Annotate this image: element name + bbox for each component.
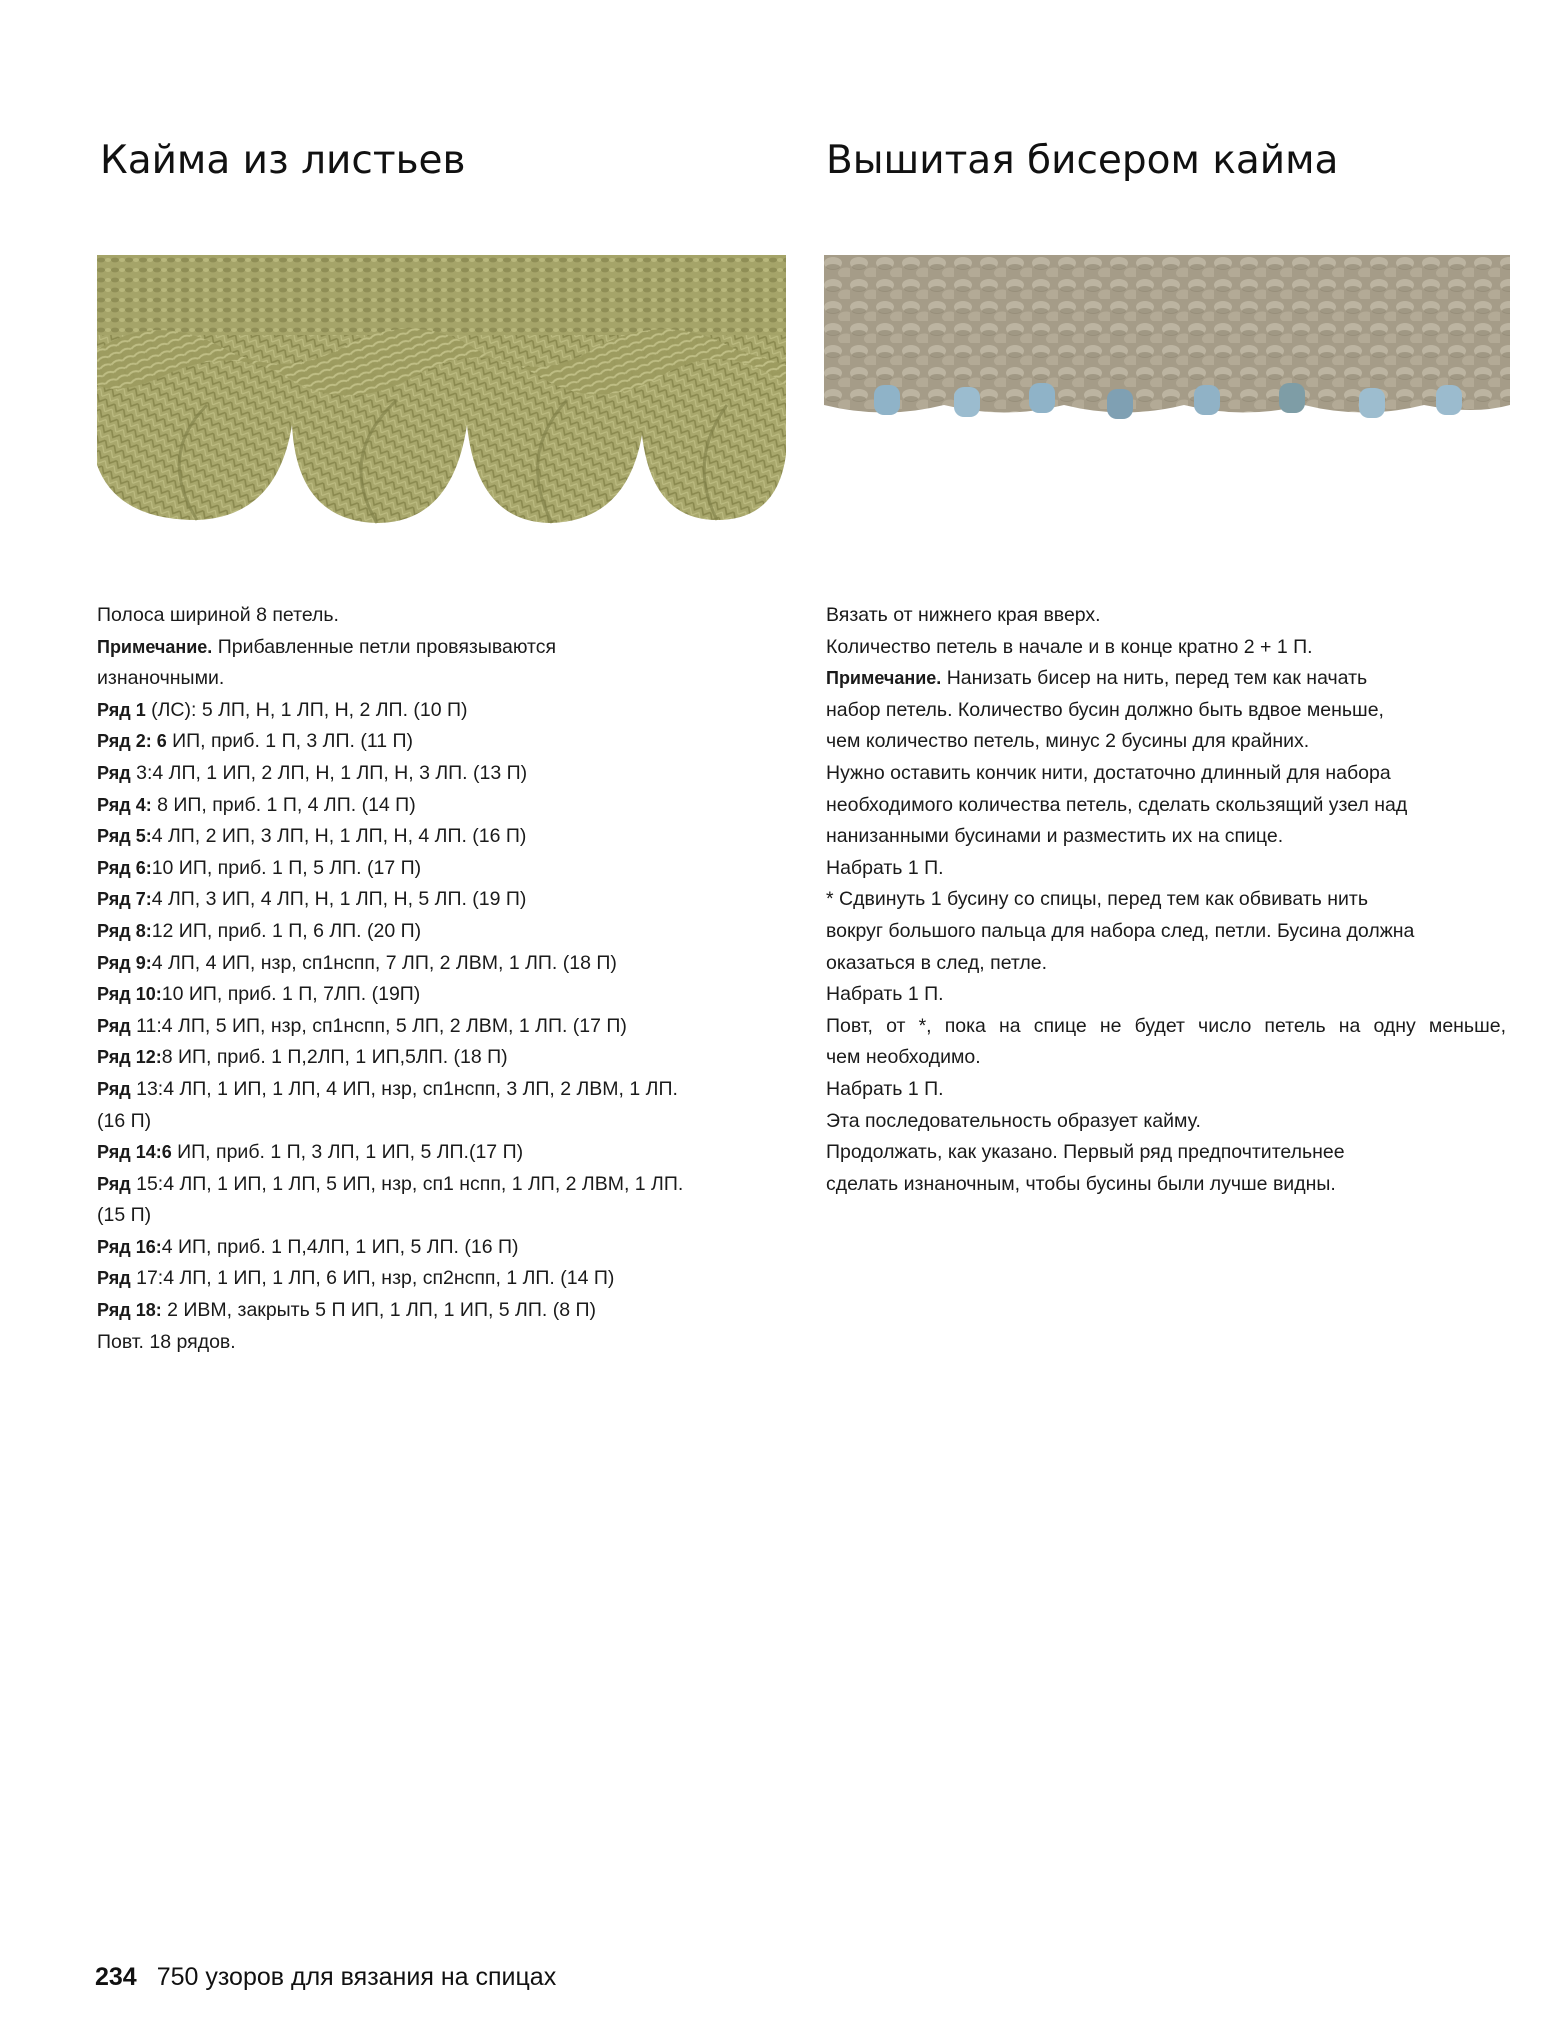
- instruction-text: необходимого количества петель, сделать скользящий узел над: [826, 793, 1408, 816]
- instruction-line: [97, 1263, 747, 1295]
- instruction-line: [97, 1074, 747, 1106]
- instruction-text: Прибавленные петли провязываются: [212, 635, 557, 658]
- instruction-line: [97, 790, 747, 822]
- instruction-label: Ряд: [97, 762, 131, 783]
- instruction-text: Набрать 1 П.: [826, 856, 944, 879]
- instruction-label: Ряд 5:: [97, 826, 152, 847]
- instruction-line: [97, 695, 747, 727]
- instruction-text: Повт, от *, пока на спице не будет число петель на одну меньше,: [826, 1014, 1506, 1037]
- instruction-label: Ряд 16:: [97, 1236, 162, 1257]
- instruction-line: [97, 1200, 747, 1232]
- instruction-label: Ряд 14:6: [97, 1142, 172, 1163]
- instruction-label: Ряд 6:: [97, 857, 152, 878]
- instruction-text: чем необходимо.: [826, 1046, 981, 1069]
- instruction-line: [97, 1011, 747, 1043]
- instruction-line: [826, 726, 1506, 758]
- instruction-line: [97, 1327, 747, 1359]
- instruction-line: [97, 979, 747, 1011]
- instruction-line: [97, 1106, 747, 1138]
- instruction-line: [97, 632, 747, 664]
- instruction-line: [97, 884, 747, 916]
- instruction-text: Нанизать бисер на нить, перед тем как начать: [941, 667, 1368, 690]
- instruction-line: [97, 948, 747, 980]
- instruction-text: Нужно оставить кончик нити, достаточно длинный для набора: [826, 761, 1391, 784]
- instruction-text: оказаться в след, петле.: [826, 951, 1048, 974]
- instruction-text: ИП, приб. 1 П, 3 ЛП. (11 П): [166, 730, 413, 753]
- instruction-text: ИП, приб. 1 П, 3 ЛП, 1 ИП, 5 ЛП.(17 П): [171, 1141, 524, 1164]
- instruction-text: 4 ЛП, 2 ИП, 3 ЛП, Н, 1 ЛП, Н, 4 ЛП. (16 П): [151, 825, 527, 848]
- instruction-text: (ЛС): 5 ЛП, Н, 1 ЛП, Н, 2 ЛП. (10 П): [145, 698, 468, 721]
- instruction-text: Набрать 1 П.: [826, 1077, 944, 1100]
- instruction-text: 13:4 ЛП, 1 ИП, 1 ЛП, 4 ИП, нзр, сп1нспп, 3 ЛП, 2 ЛВМ, 1 ЛП.: [130, 1077, 678, 1100]
- instruction-line: [826, 1169, 1506, 1201]
- instruction-text: Набрать 1 П.: [826, 983, 944, 1006]
- instruction-text: Продолжать, как указано. Первый ряд предпочтительнее: [826, 1141, 1345, 1164]
- instruction-label: Ряд: [97, 1173, 131, 1194]
- instruction-text: 17:4 ЛП, 1 ИП, 1 ЛП, 6 ИП, нзр, сп2нспп, 1 ЛП. (14 П): [130, 1267, 615, 1290]
- instruction-text: Повт. 18 рядов.: [97, 1330, 236, 1353]
- instruction-line: [826, 1011, 1506, 1043]
- instruction-text: 3:4 ЛП, 1 ИП, 2 ЛП, Н, 1 ЛП, Н, 3 ЛП. (13 П): [130, 761, 528, 784]
- instruction-text: 4 ЛП, 3 ИП, 4 ЛП, Н, 1 ЛП, Н, 5 ЛП. (19 П): [151, 888, 527, 911]
- instruction-label: Ряд 2: 6: [97, 731, 167, 752]
- instruction-text: 11:4 ЛП, 5 ИП, нзр, сп1нспп, 5 ЛП, 2 ЛВМ, 1 ЛП. (17 П): [130, 1014, 627, 1037]
- instruction-line: [826, 916, 1506, 948]
- instruction-text: 8 ИП, приб. 1 П,2ЛП, 1 ИП,5ЛП. (18 П): [161, 1046, 508, 1069]
- instruction-label: Ряд 4:: [97, 794, 152, 815]
- instruction-text: чем количество петель, минус 2 бусины для крайних.: [826, 730, 1310, 753]
- instruction-label: Ряд 9:: [97, 952, 152, 973]
- beaded-border-instructions: [826, 600, 1506, 1200]
- instruction-text: набор петель. Количество бусин должно быть вдвое меньше,: [826, 698, 1384, 721]
- instruction-label: Ряд 18:: [97, 1300, 162, 1321]
- instruction-text: нанизанными бусинами и разместить их на спице.: [826, 825, 1284, 848]
- page-footer: [95, 1963, 556, 1992]
- instruction-text: 12 ИП, приб. 1 П, 6 ЛП. (20 П): [151, 919, 422, 942]
- leaf-border-photo: [97, 255, 786, 535]
- instruction-text: сделать изнаночным, чтобы бусины были лучше видны.: [826, 1172, 1336, 1195]
- instruction-text: * Сдвинуть 1 бусину со спицы, перед тем как обвивать нить: [826, 888, 1368, 911]
- instruction-text: 4 ЛП, 4 ИП, нзр, сп1нспп, 7 ЛП, 2 ЛВМ, 1 ЛП. (18 П): [151, 951, 617, 974]
- instruction-line: [826, 1042, 1506, 1074]
- instruction-line: [97, 758, 747, 790]
- instruction-line: [97, 1137, 747, 1169]
- instruction-text: Вязать от нижнего края вверх.: [826, 604, 1101, 626]
- instruction-line: [97, 1169, 747, 1201]
- instruction-line: [97, 916, 747, 948]
- instruction-label: Ряд 1: [97, 699, 146, 720]
- instruction-line: [826, 821, 1506, 853]
- instruction-text: изнаночными.: [97, 667, 225, 690]
- instruction-line: [826, 948, 1506, 980]
- beaded-border-illustration: [824, 255, 1510, 435]
- instruction-line: [97, 821, 747, 853]
- instruction-text: (16 П): [97, 1109, 152, 1132]
- instruction-line: [826, 979, 1506, 1011]
- page-number: 234: [95, 1963, 137, 1991]
- instruction-text: 15:4 ЛП, 1 ИП, 1 ЛП, 5 ИП, нзр, сп1 нспп, 1 ЛП, 2 ЛВМ, 1 ЛП.: [130, 1172, 684, 1195]
- instruction-line: [826, 853, 1506, 885]
- instruction-text: вокруг большого пальца для набора след, петли. Бусина должна: [826, 919, 1415, 942]
- leaf-border-illustration: [97, 255, 786, 535]
- instruction-label: Ряд 8:: [97, 920, 152, 941]
- instruction-label: Ряд: [97, 1015, 131, 1036]
- instruction-text: 8 ИП, приб. 1 П, 4 ЛП. (14 П): [151, 793, 416, 816]
- instruction-line: [826, 1106, 1506, 1138]
- instruction-text: 2 ИВМ, закрыть 5 П ИП, 1 ЛП, 1 ИП, 5 ЛП. (8 П): [161, 1299, 596, 1322]
- instruction-text: 4 ИП, приб. 1 П,4ЛП, 1 ИП, 5 ЛП. (16 П): [161, 1235, 519, 1258]
- instruction-line: [97, 1042, 747, 1074]
- instruction-line: [826, 1074, 1506, 1106]
- instruction-line: [826, 663, 1506, 695]
- instruction-text: Количество петель в начале и в конце кратно 2 + 1 П.: [826, 635, 1313, 658]
- instruction-line: [826, 600, 1506, 632]
- instruction-line: [826, 790, 1506, 822]
- instruction-label: Ряд: [97, 1078, 131, 1099]
- instruction-label: Примечание.: [97, 636, 213, 657]
- instruction-label: Ряд 12:: [97, 1047, 162, 1068]
- beaded-border-photo: [824, 255, 1510, 435]
- instruction-line: [97, 853, 747, 885]
- instruction-line: [826, 884, 1506, 916]
- right-section-title: Вышитая бисером кайма: [826, 138, 1339, 183]
- instruction-line: [97, 600, 747, 632]
- leaf-border-instructions: [97, 600, 747, 1358]
- instruction-text: 10 ИП, приб. 1 П, 5 ЛП. (17 П): [151, 856, 422, 879]
- instruction-text: Полоса шириной 8 петель.: [97, 604, 339, 626]
- instruction-label: Ряд 10:: [97, 984, 162, 1005]
- instruction-line: [97, 1232, 747, 1264]
- instruction-line: [826, 758, 1506, 790]
- instruction-label: Примечание.: [826, 668, 942, 689]
- instruction-label: Ряд: [97, 1268, 131, 1289]
- instruction-text: (15 П): [97, 1204, 152, 1227]
- instruction-text: 10 ИП, приб. 1 П, 7ЛП. (19П): [161, 983, 421, 1006]
- instruction-line: [97, 1295, 747, 1327]
- instruction-text: Эта последовательность образует кайму.: [826, 1109, 1201, 1132]
- instruction-line: [826, 632, 1506, 664]
- book-title: 750 узоров для вязания на спицах: [156, 1963, 557, 1991]
- instruction-line: [97, 726, 747, 758]
- instruction-line: [97, 663, 747, 695]
- instruction-label: Ряд 7:: [97, 889, 152, 910]
- instruction-line: [826, 695, 1506, 727]
- left-section-title: Кайма из листьев: [100, 138, 466, 183]
- instruction-line: [826, 1137, 1506, 1169]
